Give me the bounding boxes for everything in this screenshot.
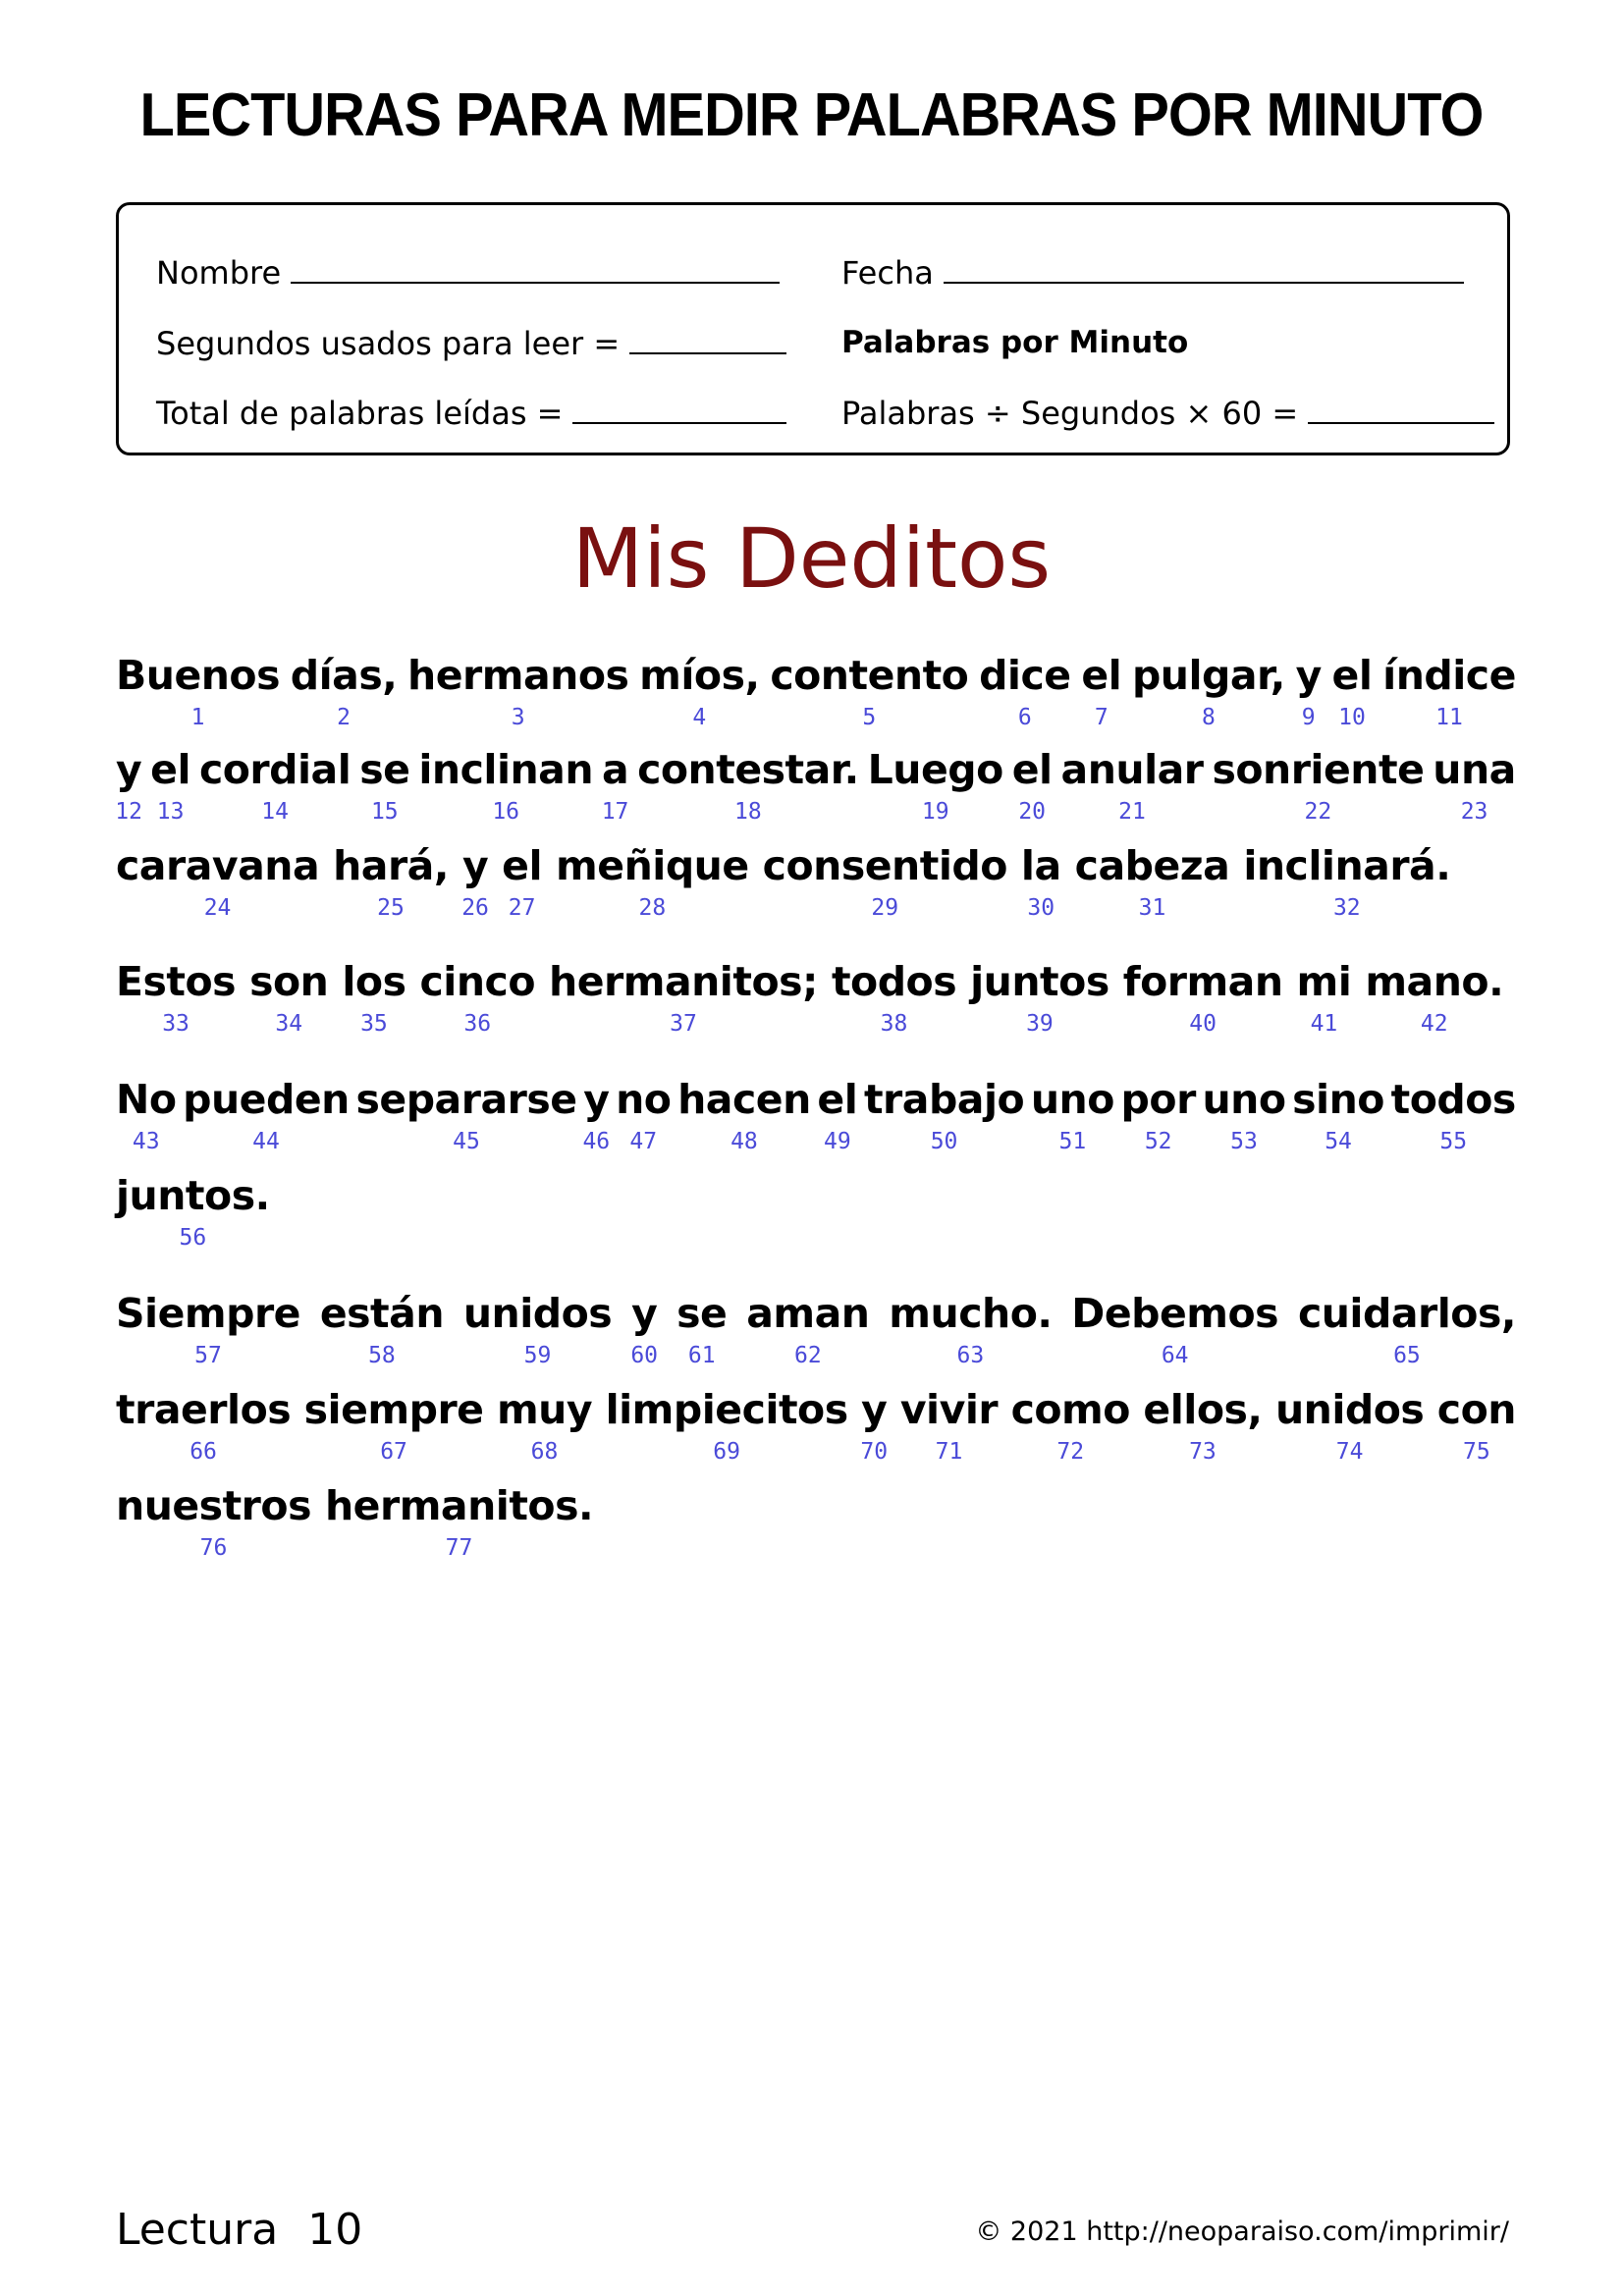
seconds-field[interactable] (156, 325, 786, 362)
word-count-number: 32 (1332, 895, 1361, 921)
word-text: aman (746, 1290, 870, 1337)
story-word (1296, 958, 1352, 1037)
story-line (116, 1076, 1516, 1154)
story-line (115, 746, 1516, 825)
word-text: se (359, 746, 410, 793)
word-count-number: 2 (337, 705, 351, 730)
word-text: ellos, (1143, 1386, 1263, 1433)
story-word (116, 1172, 270, 1251)
word-text: forman (1122, 958, 1283, 1005)
word-text: todos (1390, 1076, 1516, 1123)
story-word (639, 652, 760, 730)
word-text: contestar. (637, 746, 859, 793)
story-word (324, 1482, 594, 1561)
word-count-number: 31 (1138, 895, 1166, 921)
story-word (860, 1386, 889, 1465)
total-words-label: Total de palabras leídas = (156, 395, 564, 432)
story-word (496, 1386, 593, 1465)
word-text: vivir (899, 1386, 999, 1433)
word-text: juntos. (116, 1172, 270, 1219)
word-count-number: 25 (377, 895, 405, 921)
word-count-number: 30 (1027, 895, 1055, 921)
date-label: Fecha (841, 254, 934, 292)
word-count-number: 69 (713, 1439, 740, 1465)
word-count-number: 18 (734, 799, 762, 825)
word-count-number: 71 (935, 1439, 963, 1465)
story-word (770, 652, 969, 730)
word-text: cordial (198, 746, 352, 793)
story-word (116, 1386, 292, 1465)
word-text: el (1081, 652, 1122, 699)
word-count-number: 8 (1201, 705, 1216, 730)
story-word (198, 746, 352, 825)
word-count-number: 10 (1338, 705, 1366, 730)
story-word (418, 746, 594, 825)
word-count-number: 35 (360, 1011, 388, 1037)
word-count-number: 61 (687, 1343, 716, 1368)
word-text: nuestros (116, 1482, 311, 1529)
word-text: hará, (333, 842, 449, 889)
word-text: el (1331, 652, 1373, 699)
word-count-number: 16 (492, 799, 520, 825)
word-count-number: 20 (1018, 799, 1047, 825)
word-count-number: 62 (793, 1343, 822, 1368)
word-count-number: 28 (638, 895, 667, 921)
word-count-number: 77 (445, 1535, 473, 1561)
word-text: el (150, 746, 191, 793)
story-word (116, 958, 237, 1037)
story-word (1143, 1386, 1263, 1465)
word-text: el (502, 842, 543, 889)
word-text: Buenos (116, 652, 281, 699)
story-line (116, 842, 1516, 921)
reading-label: Lectura (116, 2205, 279, 2255)
footer-copyright: © 2021 http://neoparaiso.com/imprimir/ (975, 2216, 1509, 2247)
word-text: se (676, 1290, 728, 1337)
word-text: inclinan (418, 746, 594, 793)
story-word (1331, 652, 1373, 730)
story-word (1202, 1076, 1286, 1154)
story-word (1081, 652, 1122, 730)
word-count-number: 15 (370, 799, 399, 825)
word-text: meñique (556, 842, 749, 889)
student-info-box (116, 202, 1510, 455)
story-word (150, 746, 191, 825)
word-count-number: 52 (1144, 1129, 1172, 1154)
word-count-number: 19 (921, 799, 949, 825)
story-word (1292, 1076, 1384, 1154)
word-text: caravana (116, 842, 320, 889)
story-word (1010, 1386, 1130, 1465)
word-text: la (1020, 842, 1061, 889)
story-word (116, 842, 320, 921)
story-word (407, 652, 629, 730)
word-text: Siempre (116, 1290, 300, 1337)
word-count-number: 24 (203, 895, 232, 921)
word-count-number: 73 (1189, 1439, 1217, 1465)
date-field[interactable] (841, 254, 1464, 292)
word-count-number: 34 (275, 1011, 303, 1037)
word-text: con (1436, 1386, 1516, 1433)
word-count-number: 13 (156, 799, 185, 825)
word-text: consentido (762, 842, 1007, 889)
word-text: inclinará. (1243, 842, 1451, 889)
word-count-number: 5 (862, 705, 877, 730)
formula-label: Palabras ÷ Segundos × 60 = (841, 395, 1299, 432)
story-word (549, 958, 818, 1037)
word-text: todos (831, 958, 957, 1005)
word-count-number: 43 (132, 1129, 160, 1154)
story-word (303, 1386, 484, 1465)
story-word (502, 842, 543, 921)
word-text: y (861, 1386, 888, 1433)
story-word (116, 1290, 300, 1368)
story-word (116, 1482, 311, 1561)
word-text: traerlos (116, 1386, 292, 1433)
word-text: días, (290, 652, 398, 699)
story-word (1020, 842, 1061, 921)
word-text: separarse (355, 1076, 577, 1123)
word-count-number: 37 (670, 1011, 697, 1037)
word-count-number: 1 (190, 705, 205, 730)
word-text: por (1120, 1076, 1196, 1123)
word-text: hermanos (407, 652, 629, 699)
total-words-blank[interactable] (572, 421, 786, 424)
word-text: el (1011, 746, 1053, 793)
word-count-number: 50 (930, 1129, 958, 1154)
story-word (1436, 1386, 1516, 1465)
word-text: uno (1202, 1076, 1286, 1123)
story-word (970, 958, 1109, 1037)
word-text: mi (1296, 958, 1352, 1005)
story-word (1131, 652, 1285, 730)
word-count-number: 53 (1230, 1129, 1258, 1154)
word-text: pueden (183, 1076, 350, 1123)
word-text: mucho. (889, 1290, 1053, 1337)
word-count-number: 33 (162, 1011, 189, 1037)
word-text: índice (1382, 652, 1516, 699)
word-count-number: 51 (1058, 1129, 1087, 1154)
word-text: una (1433, 746, 1516, 793)
wpm-label: Palabras por Minuto (841, 325, 1189, 360)
story-word (1122, 958, 1283, 1037)
word-text: los (342, 958, 406, 1005)
story-word (863, 1076, 1025, 1154)
word-count-number: 70 (860, 1439, 889, 1465)
word-count-number: 39 (1026, 1011, 1054, 1037)
word-text: el (817, 1076, 858, 1123)
name-field[interactable] (156, 254, 780, 292)
word-count-number: 9 (1301, 705, 1316, 730)
story-word (290, 652, 398, 730)
word-text: hacen (677, 1076, 811, 1123)
story-word (183, 1076, 350, 1154)
story-word (582, 1076, 611, 1154)
word-count-number: 57 (194, 1343, 222, 1368)
story-word (355, 1076, 577, 1154)
story-word (831, 958, 957, 1037)
word-count-number: 60 (630, 1343, 659, 1368)
story-word (461, 842, 489, 921)
reading-number: 10 (307, 2205, 363, 2255)
story-word (1297, 1290, 1516, 1368)
story-word (342, 958, 406, 1037)
story-word (601, 746, 629, 825)
story-word (899, 1386, 999, 1465)
story-word (979, 652, 1071, 730)
story-word (1274, 1386, 1425, 1465)
name-blank[interactable] (291, 281, 780, 284)
word-text: uno (1030, 1076, 1114, 1123)
story-word (889, 1290, 1053, 1368)
word-text: sonriente (1212, 746, 1425, 793)
word-text: a (601, 746, 629, 793)
word-text: míos, (639, 652, 760, 699)
word-text: anular (1060, 746, 1204, 793)
story-word (556, 842, 749, 921)
story-line (116, 1290, 1516, 1368)
footer-reading-label (116, 2205, 362, 2255)
story-word (677, 1076, 811, 1154)
story-word (333, 842, 449, 921)
word-count-number: 66 (189, 1439, 217, 1465)
word-count-number: 38 (880, 1011, 908, 1037)
story-word (1243, 842, 1451, 921)
word-count-number: 21 (1118, 799, 1146, 825)
word-count-number: 29 (871, 895, 899, 921)
word-text: pulgar, (1131, 652, 1285, 699)
story-word (1212, 746, 1425, 825)
story-word (419, 958, 536, 1037)
word-count-number: 11 (1435, 705, 1463, 730)
story-word (1074, 842, 1230, 921)
word-text: siempre (303, 1386, 484, 1433)
story-word (867, 746, 1003, 825)
word-count-number: 6 (1017, 705, 1032, 730)
word-text: muy (496, 1386, 593, 1433)
word-text: cabeza (1074, 842, 1230, 889)
story-line (116, 1172, 1516, 1251)
word-text: están (319, 1290, 445, 1337)
word-count-number: 46 (582, 1129, 611, 1154)
word-text: contento (770, 652, 969, 699)
word-text: No (116, 1076, 177, 1123)
story-word (249, 958, 329, 1037)
word-text: unidos (462, 1290, 613, 1337)
word-count-number: 75 (1462, 1439, 1490, 1465)
word-count-number: 23 (1460, 799, 1488, 825)
seconds-label: Segundos usados para leer = (156, 325, 621, 362)
story-word (1120, 1076, 1196, 1154)
story-word (817, 1076, 858, 1154)
story-word (676, 1290, 728, 1368)
story-line (116, 1386, 1516, 1465)
word-count-number: 7 (1094, 705, 1109, 730)
word-count-number: 45 (453, 1129, 480, 1154)
word-count-number: 14 (261, 799, 289, 825)
word-text: y (1295, 652, 1322, 699)
word-count-number: 76 (199, 1535, 228, 1561)
story-word (1433, 746, 1516, 825)
word-count-number: 68 (530, 1439, 559, 1465)
word-count-number: 36 (463, 1011, 492, 1037)
wpm-heading (841, 325, 1188, 360)
word-count-number: 17 (601, 799, 629, 825)
word-text: hermanitos. (324, 1482, 594, 1529)
word-count-number: 44 (252, 1129, 280, 1154)
name-label: Nombre (156, 254, 282, 292)
word-count-number: 12 (115, 799, 142, 825)
word-text: limpiecitos (605, 1386, 848, 1433)
formula-field[interactable] (841, 395, 1494, 432)
word-count-number: 27 (508, 895, 536, 921)
word-text: como (1010, 1386, 1130, 1433)
word-text: Luego (867, 746, 1003, 793)
page-title: LECTURAS PARA MEDIR PALABRAS POR MINUTO (139, 81, 1484, 149)
story-word (1060, 746, 1204, 825)
story-word (1382, 652, 1516, 730)
word-text: sino (1292, 1076, 1384, 1123)
word-count-number: 47 (629, 1129, 658, 1154)
word-count-number: 54 (1325, 1129, 1352, 1154)
story-line (116, 652, 1516, 730)
story-word (630, 1290, 659, 1368)
story-word (616, 1076, 672, 1154)
story-word (319, 1290, 445, 1368)
word-count-number: 65 (1393, 1343, 1421, 1368)
word-text: no (616, 1076, 672, 1123)
word-text: juntos (970, 958, 1109, 1005)
word-count-number: 64 (1161, 1343, 1189, 1368)
story-word (762, 842, 1007, 921)
date-blank[interactable] (944, 281, 1464, 284)
word-count-number: 42 (1420, 1011, 1448, 1037)
word-count-number: 3 (511, 705, 525, 730)
story-line (116, 1482, 1516, 1561)
word-count-number: 58 (368, 1343, 396, 1368)
total-words-field[interactable] (156, 395, 786, 432)
word-text: y (631, 1290, 658, 1337)
story-word (116, 652, 281, 730)
story-word (359, 746, 410, 825)
word-count-number: 26 (461, 895, 489, 921)
word-count-number: 48 (730, 1129, 758, 1154)
word-text: Debemos (1071, 1290, 1279, 1337)
word-count-number: 72 (1056, 1439, 1085, 1465)
word-text: hermanitos; (549, 958, 818, 1005)
word-count-number: 59 (523, 1343, 552, 1368)
story-word (116, 1076, 177, 1154)
story-word (462, 1290, 613, 1368)
word-text: y (461, 842, 489, 889)
word-count-number: 22 (1304, 799, 1332, 825)
word-text: mano. (1365, 958, 1504, 1005)
word-count-number: 63 (956, 1343, 985, 1368)
word-count-number: 40 (1189, 1011, 1217, 1037)
seconds-blank[interactable] (629, 351, 786, 354)
word-text: y (583, 1076, 610, 1123)
word-count-number: 74 (1335, 1439, 1364, 1465)
story-word (1071, 1290, 1279, 1368)
word-text: cuidarlos, (1297, 1290, 1516, 1337)
story-word (1295, 652, 1322, 730)
story-word (1030, 1076, 1114, 1154)
story-word (637, 746, 859, 825)
story-word (1365, 958, 1504, 1037)
story-title: Mis Deditos (571, 510, 1052, 607)
word-count-number: 4 (692, 705, 707, 730)
word-count-number: 49 (824, 1129, 851, 1154)
word-text: dice (979, 652, 1071, 699)
word-count-number: 55 (1439, 1129, 1468, 1154)
story-word (115, 746, 142, 825)
word-text: cinco (419, 958, 536, 1005)
story-word (746, 1290, 870, 1368)
formula-blank[interactable] (1308, 421, 1494, 424)
word-text: trabajo (863, 1076, 1025, 1123)
story-word (605, 1386, 848, 1465)
word-text: Estos (116, 958, 237, 1005)
word-text: son (249, 958, 329, 1005)
word-count-number: 41 (1310, 1011, 1338, 1037)
story-line (116, 958, 1516, 1037)
word-text: unidos (1274, 1386, 1425, 1433)
story-word (1011, 746, 1053, 825)
word-count-number: 67 (380, 1439, 407, 1465)
word-count-number: 56 (179, 1225, 207, 1251)
word-text: y (116, 746, 142, 793)
story-word (1390, 1076, 1516, 1154)
